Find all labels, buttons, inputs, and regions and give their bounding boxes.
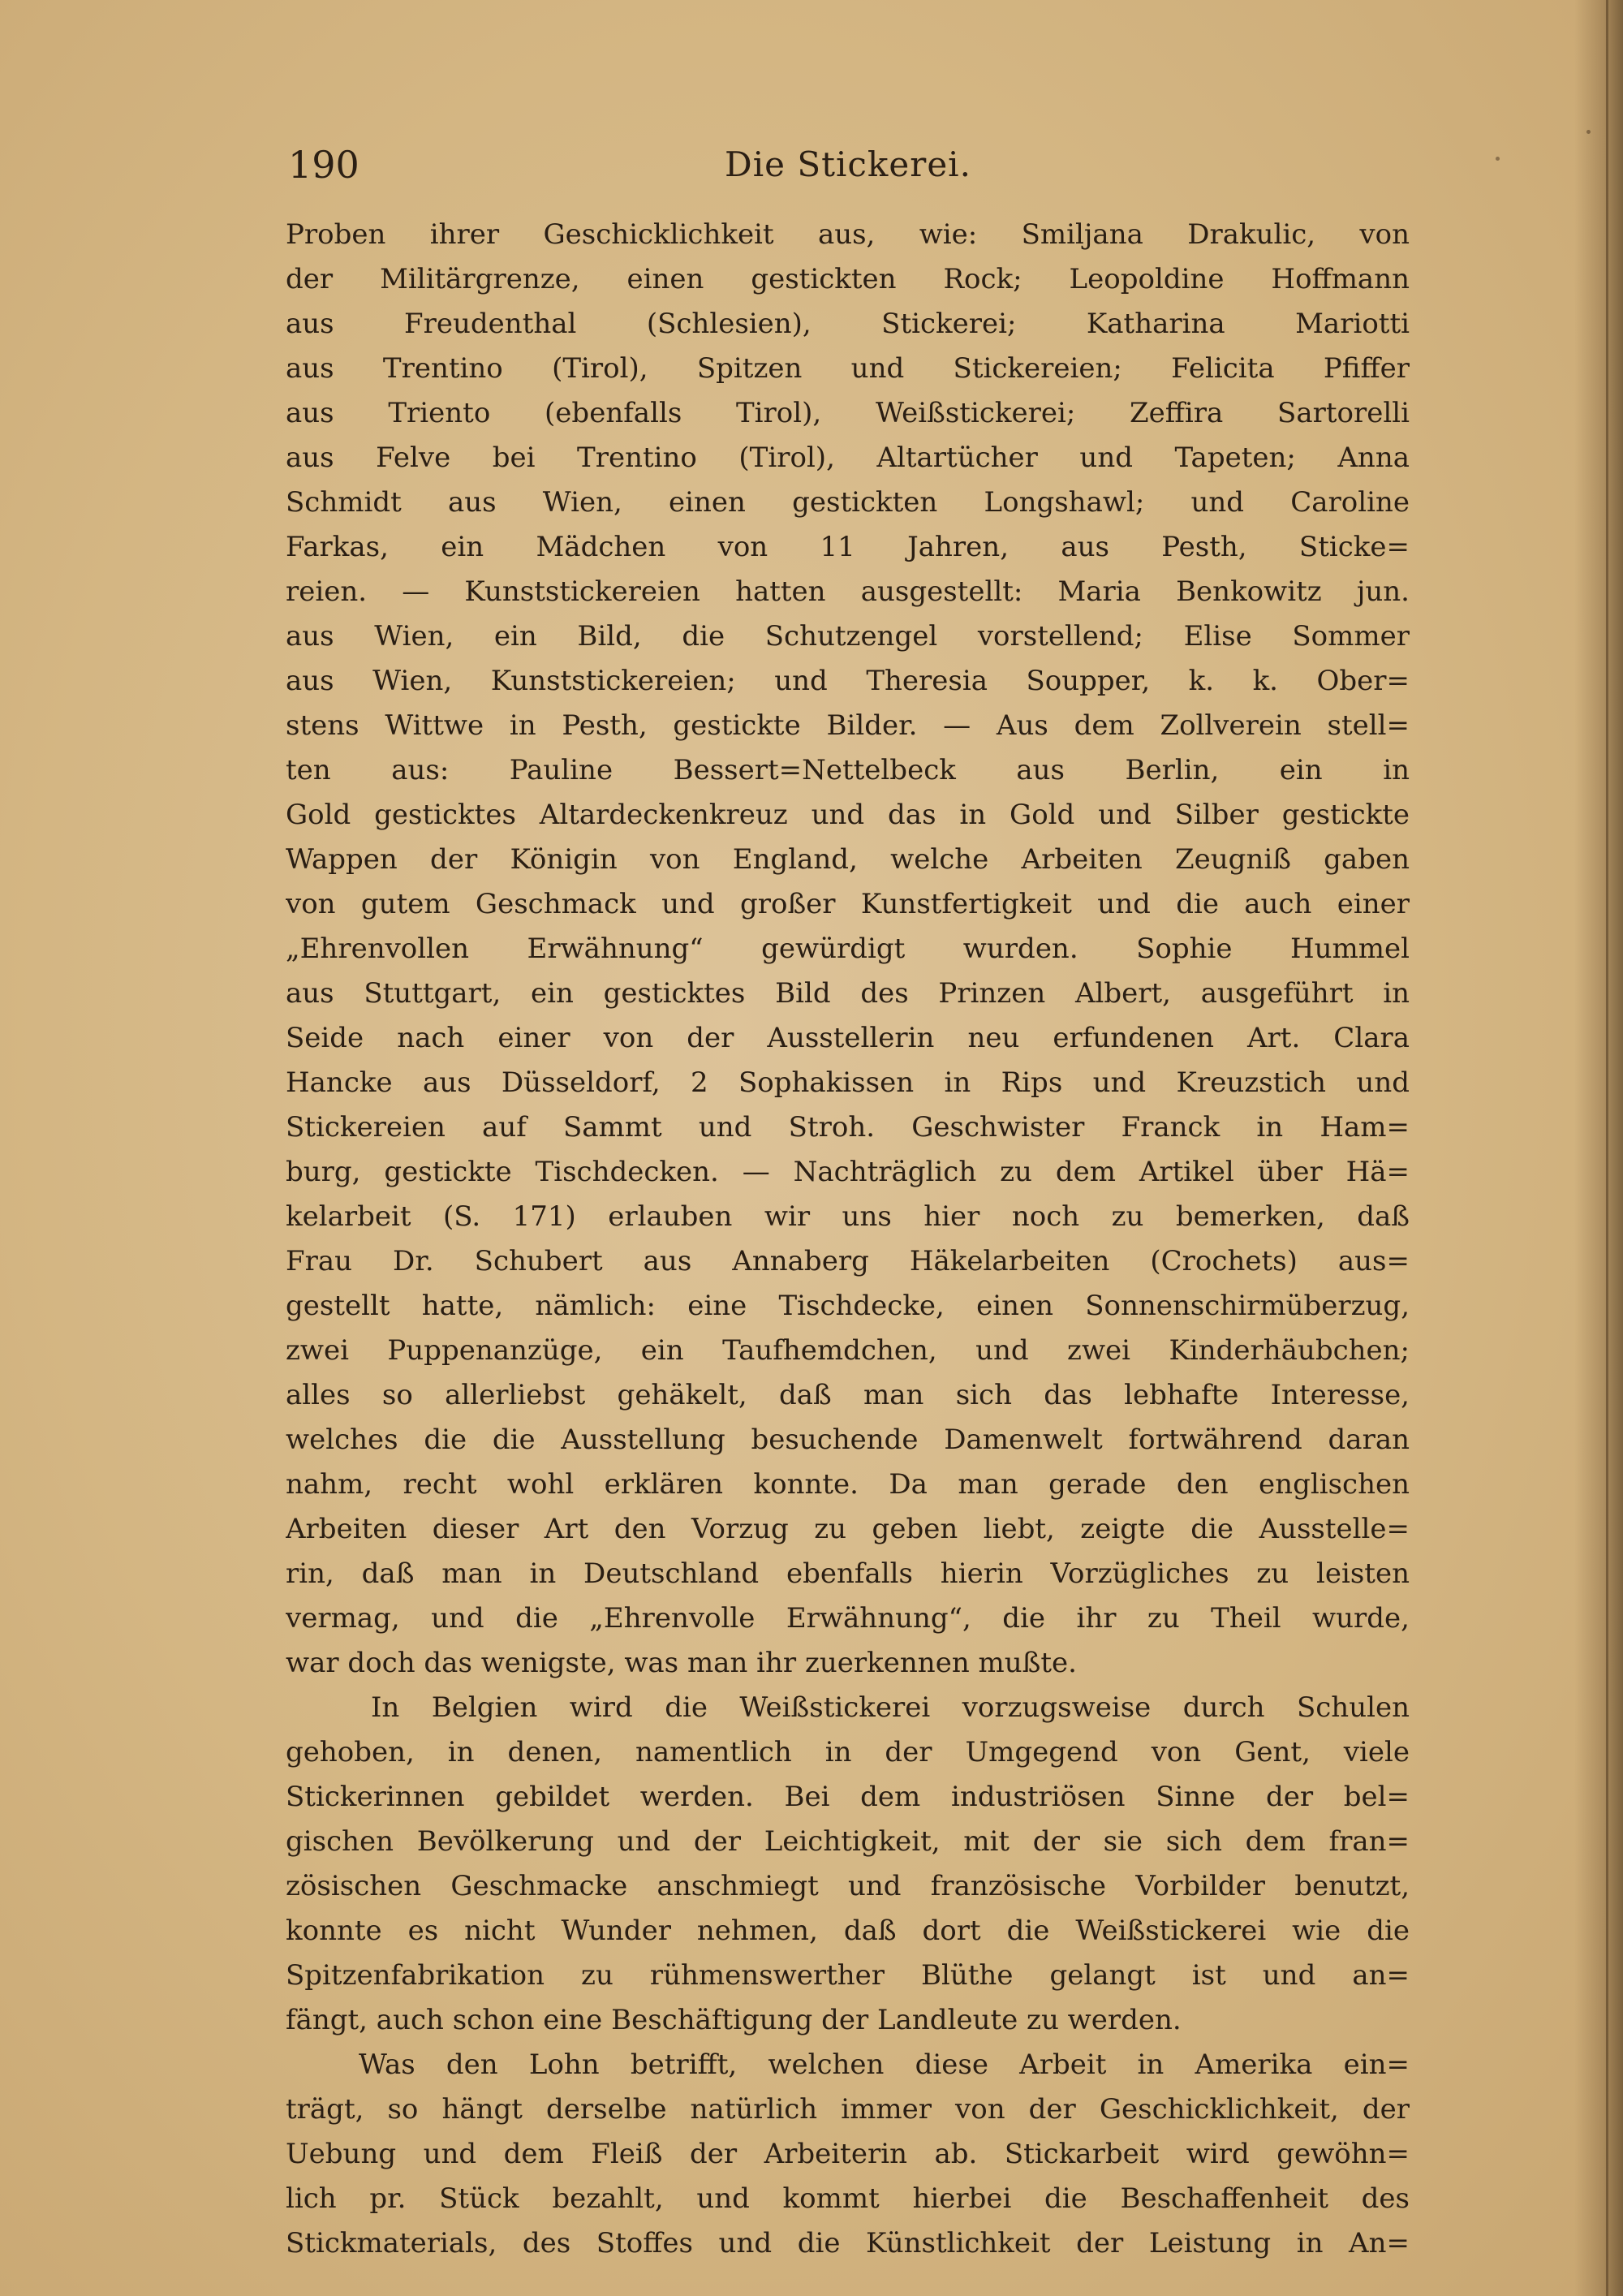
text-line: aus Stuttgart, ein gesticktes Bild des Prinzen Albert, ausgeführt in [286,977,1410,1010]
page-number: 190 [288,143,359,187]
text-line: alles so allerliebst gehäkelt, daß man sich das lebhafte Interesse, [286,1379,1410,1411]
text-line: Spitzenfabrikation zu rühmenswerther Blüthe gelangt ist und an= [286,1959,1410,1992]
text-line: stens Wittwe in Pesth, gestickte Bilder. — Aus dem Zollverein stell= [286,709,1410,742]
page-header [288,136,1408,193]
text-line: nahm, recht wohl erklären konnte. Da man gerade den englischen [286,1468,1410,1501]
text-line: Schmidt aus Wien, einen gestickten Longshawl; und Caroline [286,486,1410,519]
text-line: Farkas, ein Mädchen von 11 Jahren, aus Pesth, Sticke= [286,531,1410,563]
paper-speck [1496,157,1500,161]
text-line: Proben ihrer Geschicklichkeit aus, wie: Smiljana Drakulic, von [286,218,1410,251]
text-line: reien. — Kunststickereien hatten ausgestellt: Maria Benkowitz jun. [286,575,1410,608]
text-line: gestellt hatte, nämlich: eine Tischdecke, einen Sonnenschirmüberzug, [286,1290,1410,1322]
text-line: kelarbeit (S. 171) erlauben wir uns hier noch zu bemerken, daß [286,1200,1410,1233]
spine-edge [1606,0,1608,2296]
text-line: lich pr. Stück bezahlt, und kommt hierbei die Beschaffenheit des [286,2182,1410,2215]
text-line: aus Trentino (Tirol), Spitzen und Stickereien; Felicita Pfiffer [286,352,1410,385]
text-line: konnte es nicht Wunder nehmen, daß dort die Weißstickerei wie die [286,1915,1410,1947]
text-line: Gold gesticktes Altardeckenkreuz und das in Gold und Silber gestickte [286,799,1410,831]
spine-shadow [1574,0,1623,2296]
text-line: zösischen Geschmacke anschmiegt und französische Vorbilder benutzt, [286,1870,1410,1902]
paper-speck [1586,130,1591,134]
text-line: In Belgien wird die Weißstickerei vorzugsweise durch Schulen [371,1691,1410,1724]
text-line: Stickmaterials, des Stoffes und die Künstlichkeit der Leistung in An= [286,2227,1410,2259]
text-line: gehoben, in denen, namentlich in der Umgegend von Gent, viele [286,1736,1410,1768]
text-line: trägt, so hängt derselbe natürlich immer von der Geschicklichkeit, der [286,2093,1410,2126]
text-line: von gutem Geschmack und großer Kunstfertigkeit und die auch einer [286,888,1410,920]
text-line: Hancke aus Düsseldorf, 2 Sophakissen in Rips und Kreuzstich und [286,1066,1410,1099]
text-line: aus Wien, ein Bild, die Schutzengel vorstellend; Elise Sommer [286,620,1410,653]
text-line: aus Felve bei Trentino (Tirol), Altartücher und Tapeten; Anna [286,442,1410,474]
text-line: Was den Lohn betrifft, welchen diese Arbeit in Amerika ein= [359,2048,1410,2081]
text-line: der Militärgrenze, einen gestickten Rock; Leopoldine Hoffmann [286,263,1410,295]
text-line: Seide nach einer von der Ausstellerin neu erfundenen Art. Clara [286,1022,1410,1054]
text-line: Uebung und dem Fleiß der Arbeiterin ab. Stickarbeit wird gewöhn= [286,2138,1410,2170]
text-line: aus Wien, Kunststickereien; und Theresia Soupper, k. k. Ober= [286,665,1410,697]
text-line: fängt, auch schon eine Beschäftigung der Landleute zu werden. [286,2004,1182,2036]
text-line: Stickerinnen gebildet werden. Bei dem industriösen Sinne der bel= [286,1781,1410,1813]
text-line: burg, gestickte Tischdecken. — Nachträglich zu dem Artikel über Hä= [286,1156,1410,1188]
text-line: welches die die Ausstellung besuchende Damenwelt fortwährend daran [286,1424,1410,1456]
text-line: „Ehrenvollen Erwähnung“ gewürdigt wurden. Sophie Hummel [286,933,1410,965]
body-text [286,213,1410,2266]
text-line: Arbeiten dieser Art den Vorzug zu geben liebt, zeigte die Ausstelle= [286,1513,1410,1545]
running-head: Die Stickerei. [725,144,971,184]
text-line: aus Freudenthal (Schlesien), Stickerei; Katharina Mariotti [286,308,1410,340]
text-line: Frau Dr. Schubert aus Annaberg Häkelarbeiten (Crochets) aus= [286,1245,1410,1277]
text-line: war doch das wenigste, was man ihr zuerkennen mußte. [286,1647,1077,1679]
text-line: Stickereien auf Sammt und Stroh. Geschwister Franck in Ham= [286,1111,1410,1144]
text-line: vermag, und die „Ehrenvolle Erwähnung“, die ihr zu Theil wurde, [286,1602,1410,1635]
text-line: aus Triento (ebenfalls Tirol), Weißstickerei; Zeffira Sartorelli [286,397,1410,429]
text-line: gischen Bevölkerung und der Leichtigkeit, mit der sie sich dem fran= [286,1825,1410,1858]
text-line: rin, daß man in Deutschland ebenfalls hierin Vorzügliches zu leisten [286,1557,1410,1590]
text-line: ten aus: Pauline Bessert=Nettelbeck aus Berlin, ein in [286,754,1410,786]
text-line: Wappen der Königin von England, welche Arbeiten Zeugniß gaben [286,843,1410,876]
text-line: zwei Puppenanzüge, ein Taufhemdchen, und zwei Kinderhäubchen; [286,1334,1410,1367]
